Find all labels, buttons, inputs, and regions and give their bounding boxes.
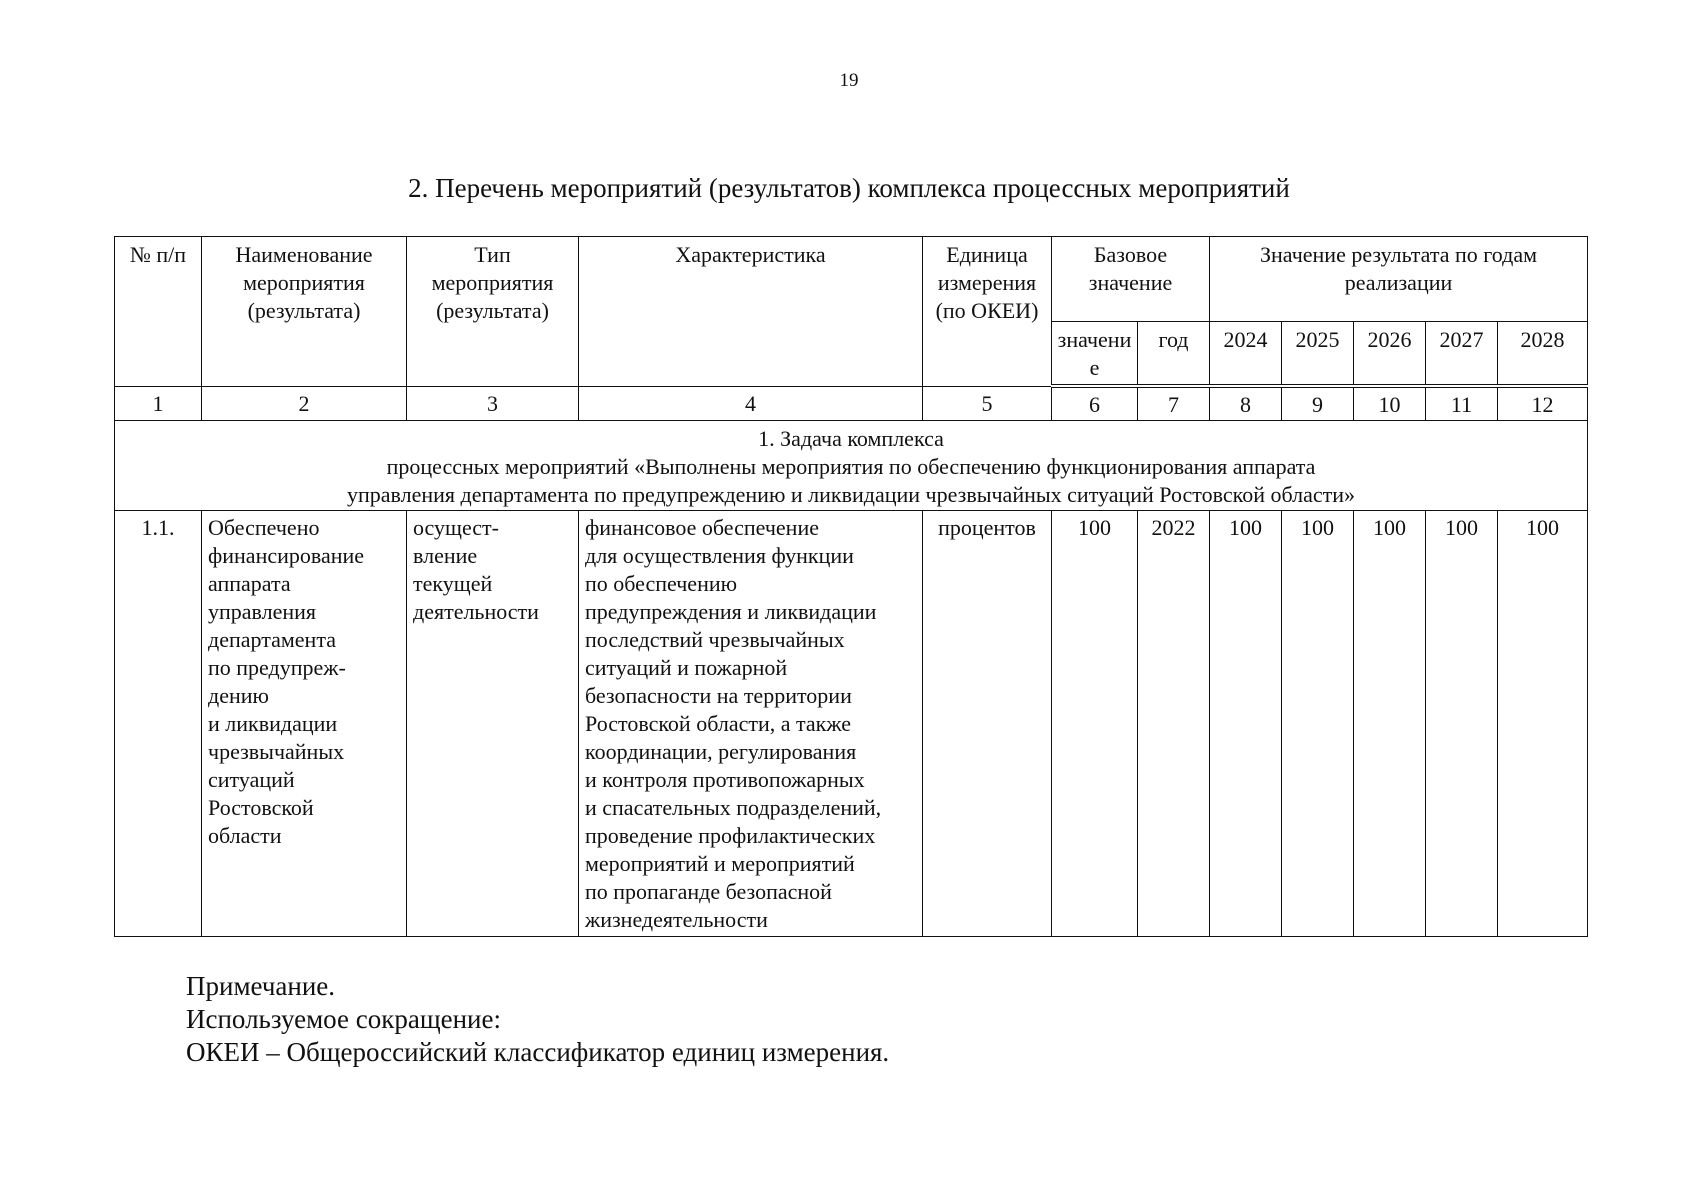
column-number: 4 [579, 386, 923, 421]
column-number: 2 [202, 386, 407, 421]
header-base: Базовое значение [1052, 237, 1210, 322]
note-block [186, 970, 889, 1069]
row-unit: процентов [923, 511, 1052, 937]
row-characteristic: финансовое обеспечение для осуществления функции по обеспечению предупреждения и ликвидации последствий чрезвычайных ситуаций и пожарной безопасности на территории Ростовской области, а также координации, регулирования и контроля противопожарных и спасательных подразделений, проведение профилактических мероприятий и мероприятий по пропаганде безопасной жизнедеятельности [579, 511, 923, 937]
header-year-2027: 2027 [1426, 322, 1498, 387]
header-year-2025: 2025 [1282, 322, 1354, 387]
header-row-1 [115, 237, 1588, 322]
header-result-group: Значение результата по годам реализации [1210, 237, 1588, 322]
page-number: 19 [839, 70, 859, 91]
row-value-2024: 100 [1210, 511, 1282, 937]
header-base-value: значение [1052, 322, 1138, 387]
row-value-2028: 100 [1498, 511, 1588, 937]
header-unit: Единица измерения (по ОКЕИ) [923, 237, 1052, 387]
page-title: 2. Перечень мероприятий (результатов) комплекса процессных мероприятий [408, 173, 1290, 203]
note-heading: Примечание. [186, 971, 336, 1001]
column-number: 6 [1052, 386, 1138, 421]
column-number: 5 [923, 386, 1052, 421]
note-abbreviation-okei: ОКЕИ – Общероссийский классификатор единиц измерения. [186, 1037, 890, 1067]
column-number: 8 [1210, 386, 1282, 421]
row-value-2025: 100 [1282, 511, 1354, 937]
column-number: 3 [407, 386, 579, 421]
column-number: 7 [1138, 386, 1210, 421]
header-year-2028: 2028 [1498, 322, 1588, 387]
column-number: 12 [1498, 386, 1588, 421]
header-type: Тип мероприятия (результата) [407, 237, 579, 387]
column-number: 1 [115, 386, 202, 421]
events-table [114, 236, 1588, 937]
header-characteristic: Характеристика [579, 237, 923, 387]
header-num: № п/п [115, 237, 202, 387]
header-year-2026: 2026 [1354, 322, 1426, 387]
column-number-row [115, 386, 1588, 421]
row-value-2027: 100 [1426, 511, 1498, 937]
row-value-2026: 100 [1354, 511, 1426, 937]
note-abbreviation-label: Используемое сокращение: [186, 1004, 501, 1034]
column-number: 11 [1426, 386, 1498, 421]
row-base-value: 100 [1052, 511, 1138, 937]
column-number: 9 [1282, 386, 1354, 421]
task-section-title: 1. Задача комплекса процессных мероприятий «Выполнены мероприятия по обеспечению функционирования аппарата управления департамента по предупреждению и ликвидации чрезвычайных ситуаций Ростовской области» [115, 421, 1588, 511]
row-base-year: 2022 [1138, 511, 1210, 937]
table-row [115, 511, 1588, 937]
header-year-2024: 2024 [1210, 322, 1282, 387]
header-name: Наименование мероприятия (результата) [202, 237, 407, 387]
row-num: 1.1. [115, 511, 202, 937]
events-table-container [114, 236, 1587, 937]
row-type: осущест- вление текущей деятельности [407, 511, 579, 937]
header-base-year: год [1138, 322, 1210, 387]
row-name: Обеспечено финансирование аппарата управления департамента по предупреж- дению и ликвидации чрезвычайных ситуаций Ростовской области [202, 511, 407, 937]
column-number: 10 [1354, 386, 1426, 421]
task-section-row [115, 421, 1588, 511]
